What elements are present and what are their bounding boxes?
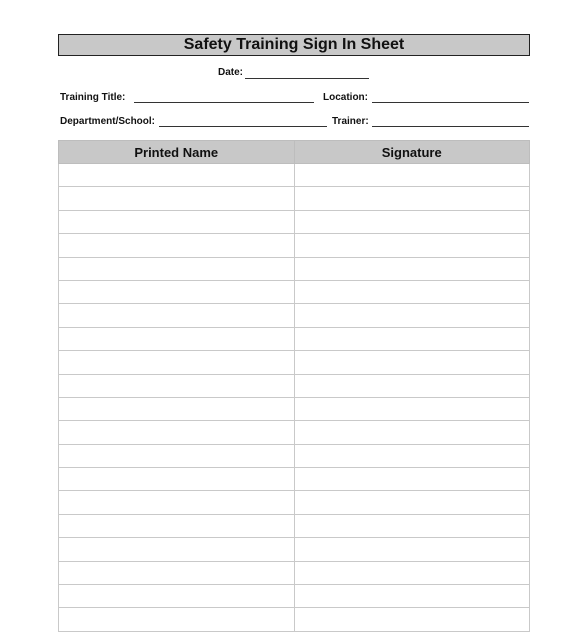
printed-name-cell[interactable] [59, 444, 295, 467]
signature-cell[interactable] [294, 468, 530, 491]
sheet-title: Safety Training Sign In Sheet [183, 36, 405, 53]
table-row [59, 280, 530, 303]
signature-cell[interactable] [294, 514, 530, 537]
printed-name-cell[interactable] [59, 374, 295, 397]
signature-cell[interactable] [294, 397, 530, 420]
printed-name-cell[interactable] [59, 187, 295, 210]
table-row [59, 351, 530, 374]
table-row [59, 187, 530, 210]
table-row [59, 538, 530, 561]
printed-name-cell[interactable] [59, 585, 295, 608]
signature-cell[interactable] [294, 187, 530, 210]
department-label: Department/School: [60, 116, 156, 127]
signature-cell[interactable] [294, 421, 530, 444]
printed-name-cell[interactable] [59, 210, 295, 233]
printed-name-cell[interactable] [59, 608, 295, 631]
signature-cell[interactable] [294, 164, 530, 187]
date-label: Date: [218, 67, 244, 78]
training-title-field[interactable] [134, 102, 314, 103]
location-label: Location: [323, 92, 368, 103]
printed-name-cell[interactable] [59, 327, 295, 350]
trainer-field[interactable] [372, 126, 529, 127]
table-row [59, 468, 530, 491]
table-row [59, 374, 530, 397]
printed-name-cell[interactable] [59, 234, 295, 257]
printed-name-cell[interactable] [59, 280, 295, 303]
signature-cell[interactable] [294, 374, 530, 397]
signature-cell[interactable] [294, 608, 530, 631]
signature-cell[interactable] [294, 491, 530, 514]
table-row [59, 444, 530, 467]
table-row [59, 561, 530, 584]
sign-in-rows [59, 164, 530, 632]
department-field[interactable] [159, 126, 327, 127]
printed-name-cell[interactable] [59, 351, 295, 374]
printed-name-header: Printed Name [59, 141, 295, 164]
signature-cell[interactable] [294, 257, 530, 280]
table-row [59, 514, 530, 537]
trainer-label: Trainer: [332, 116, 369, 127]
table-row [59, 327, 530, 350]
printed-name-cell[interactable] [59, 468, 295, 491]
signature-cell[interactable] [294, 351, 530, 374]
signature-cell[interactable] [294, 585, 530, 608]
printed-name-cell[interactable] [59, 304, 295, 327]
location-field[interactable] [372, 102, 529, 103]
signature-cell[interactable] [294, 210, 530, 233]
printed-name-cell[interactable] [59, 421, 295, 444]
date-field[interactable] [245, 78, 369, 79]
signature-cell[interactable] [294, 444, 530, 467]
table-header-row [59, 141, 530, 164]
table-row [59, 397, 530, 420]
printed-name-cell[interactable] [59, 538, 295, 561]
signature-cell[interactable] [294, 538, 530, 561]
table-row [59, 608, 530, 631]
table-row [59, 585, 530, 608]
table-row [59, 164, 530, 187]
printed-name-cell[interactable] [59, 491, 295, 514]
printed-name-cell[interactable] [59, 514, 295, 537]
signature-header: Signature [294, 141, 530, 164]
table-row [59, 234, 530, 257]
table-row [59, 491, 530, 514]
signature-cell[interactable] [294, 327, 530, 350]
table-row [59, 257, 530, 280]
table-row [59, 421, 530, 444]
printed-name-cell[interactable] [59, 257, 295, 280]
printed-name-cell[interactable] [59, 561, 295, 584]
table-row [59, 304, 530, 327]
sheet-title-bar [58, 34, 530, 56]
printed-name-cell[interactable] [59, 397, 295, 420]
signature-cell[interactable] [294, 234, 530, 257]
signature-cell[interactable] [294, 304, 530, 327]
printed-name-cell[interactable] [59, 164, 295, 187]
training-title-label: Training Title: [60, 92, 126, 103]
signature-cell[interactable] [294, 561, 530, 584]
signature-cell[interactable] [294, 280, 530, 303]
sign-in-table [58, 140, 530, 632]
table-row [59, 210, 530, 233]
